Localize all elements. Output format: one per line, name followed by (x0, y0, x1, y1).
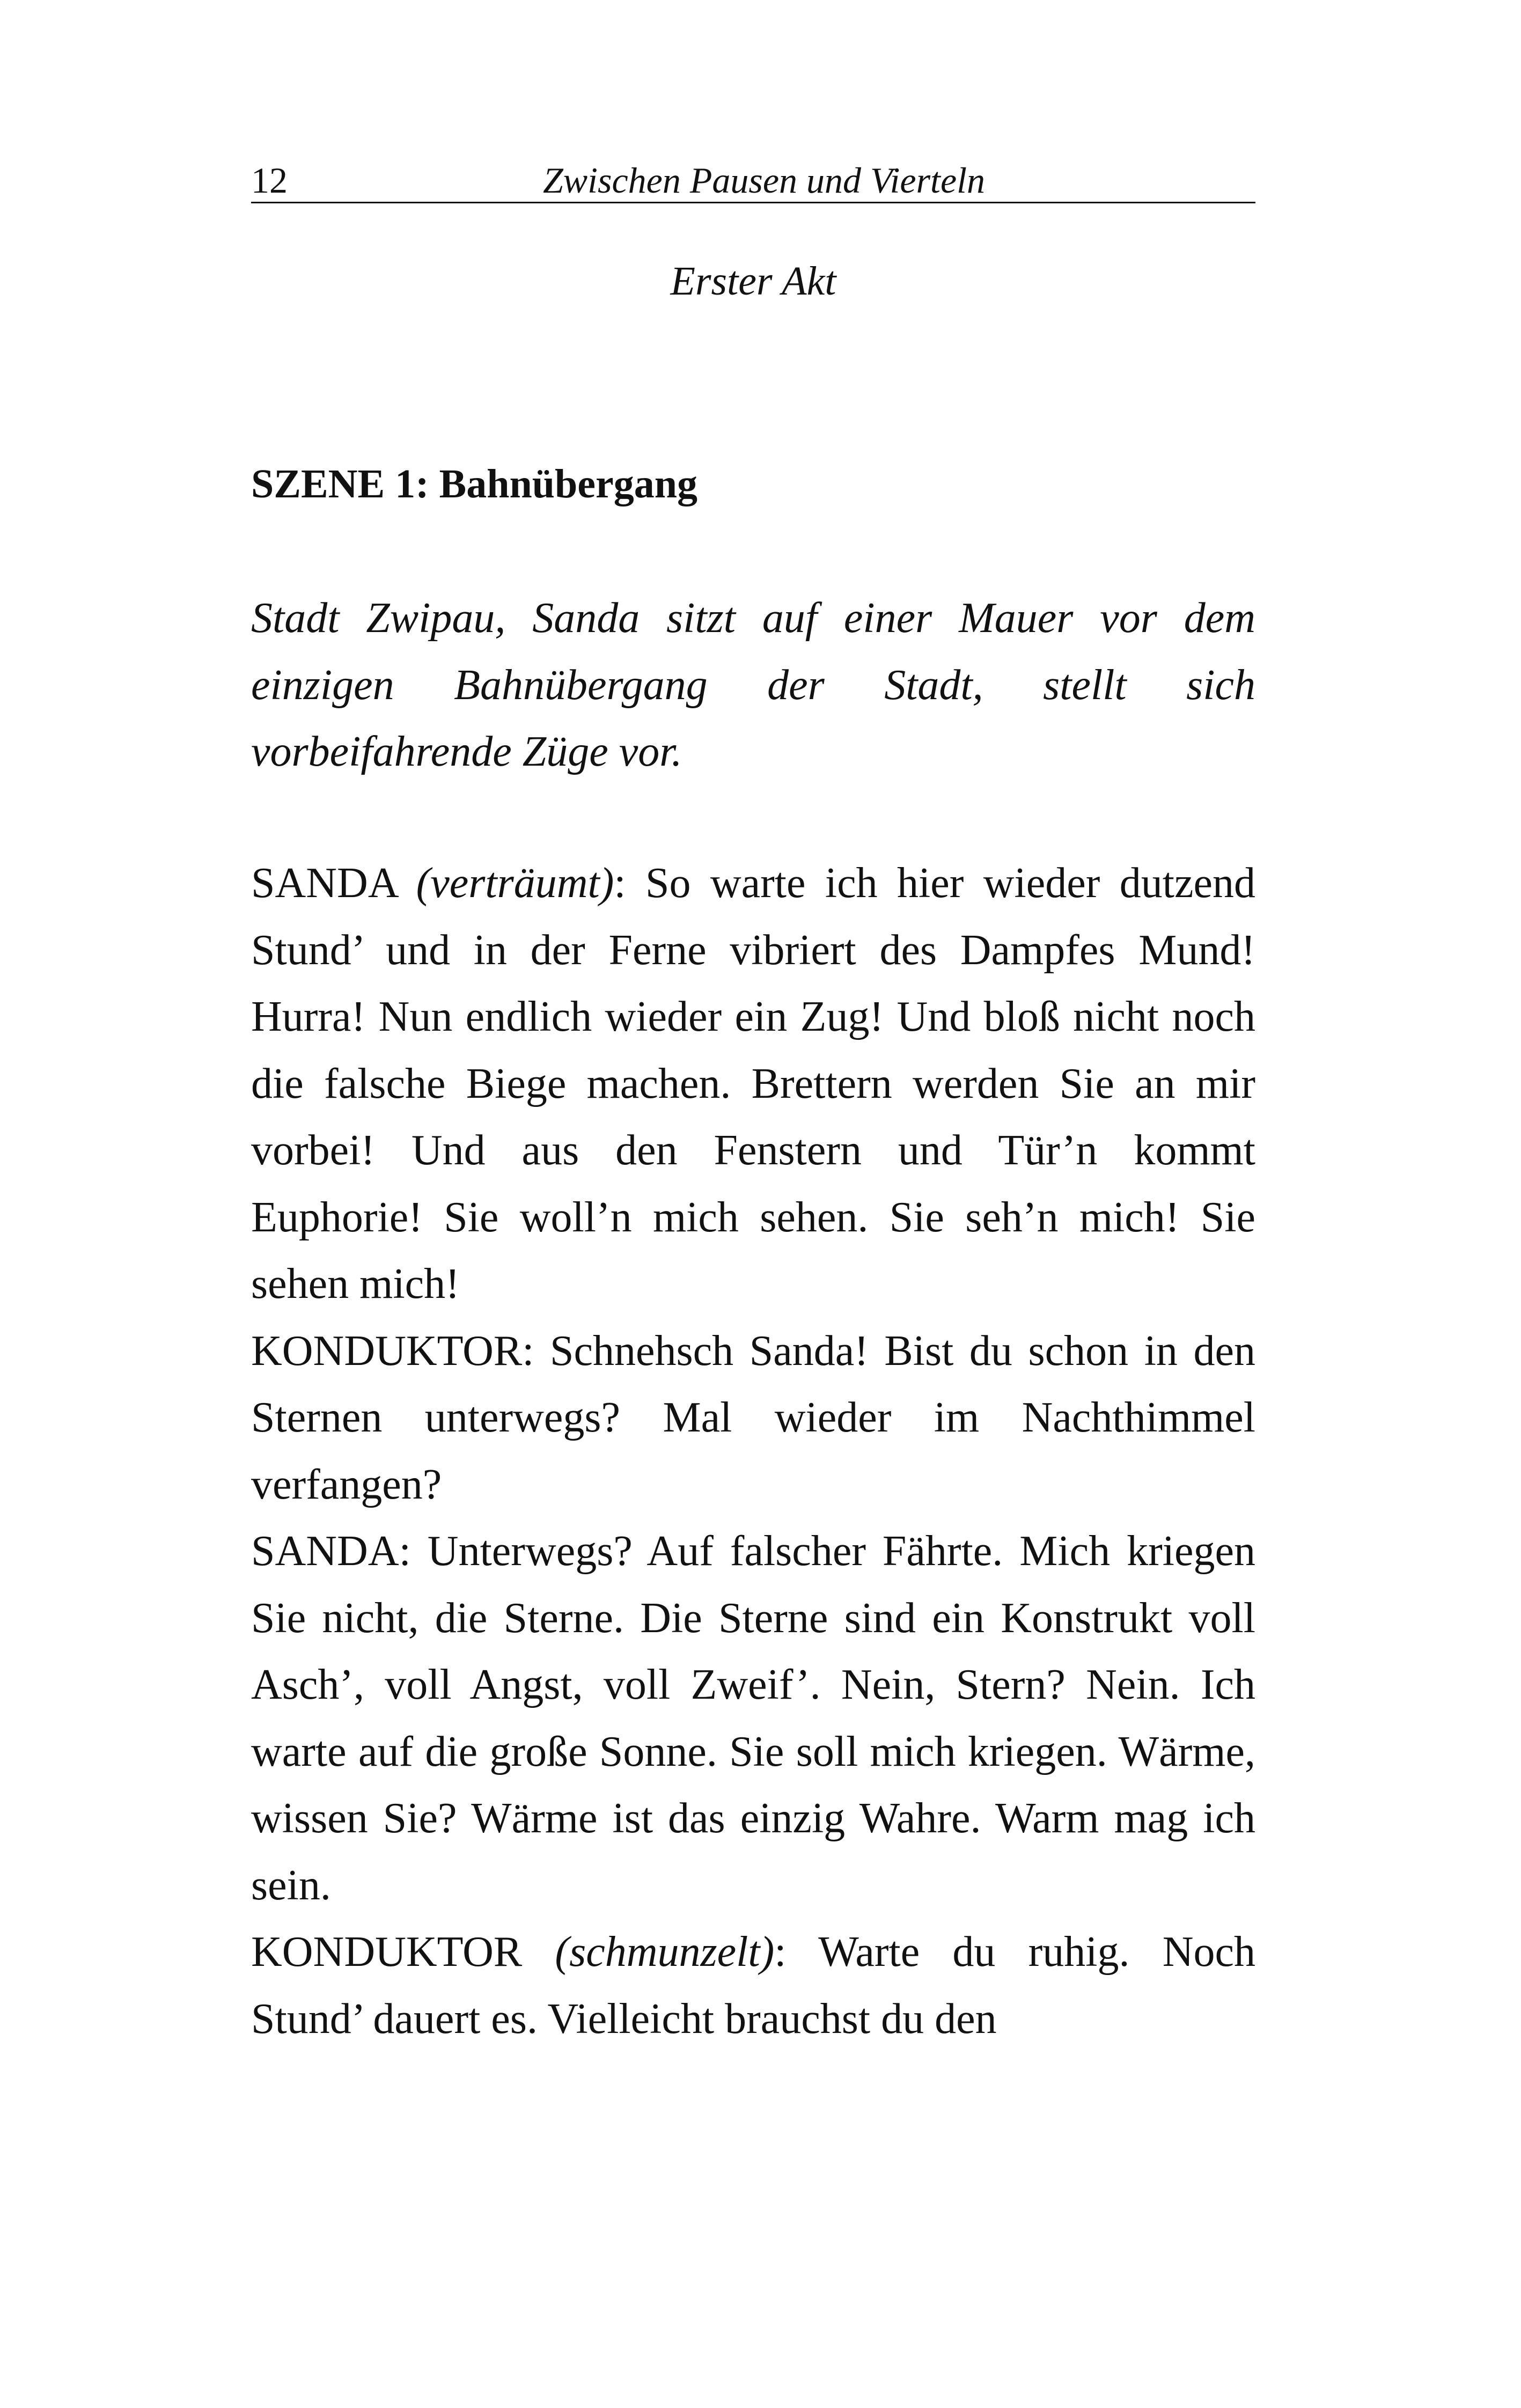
book-page (251, 0, 1255, 2408)
dialogue-text: : Unterwegs? Auf falscher Fährte. Mich kriegen Sie nicht, die Sterne. Die Sterne sind ein Konstrukt voll Asch’, voll Angst, voll Zweif’. Nein, Stern? Nein. Ich warte auf die große Sonne. Sie soll mich kriegen. Wärme, wissen Sie? Wärme ist das einzig Wahre. Warm mag ich sein. (251, 1528, 1255, 1909)
stage-direction: Stadt Zwipau, Sanda sitzt auf einer Mauer vor dem einzigen Bahnübergang der Stadt, stellt sich vorbeifahrende Züge vor. (251, 594, 1255, 775)
acting-direction: (verträumt) (416, 860, 614, 907)
page-number: 12 (251, 160, 288, 201)
dialogue-line (251, 1919, 1255, 2052)
speaker-name: KONDUKTOR (251, 1928, 523, 1976)
dialogue-text: : So warte ich hier wieder dutzend Stund’ und in der Ferne vibriert des Dampfes Mund! Hurra! Nun endlich wieder ein Zug! Und bloß nicht noch die falsche Biege machen. Brettern werden Sie an mir vorbei! Und aus den Fenstern und Tür’n kommt Euphorie! Sie woll’n mich sehen. Sie seh’n mich! Sie sehen mich! (251, 860, 1256, 1308)
speaker-name: KONDUKTOR (251, 1327, 523, 1375)
dialogue-text: : Warte du ruhig. Noch Stund’ dauert es. Vielleicht brauchst du den (251, 1928, 1255, 2043)
running-title: Zwischen Pausen und Vierteln (542, 160, 986, 201)
dialogue-text: : Schnehsch Sanda! Bist du schon in den Sternen unterwegs? Mal wieder im Nachthimmel verfangen? (251, 1327, 1255, 1508)
dialogue-line (251, 1518, 1255, 1919)
dialogue-line (251, 850, 1255, 1318)
dialogue-block (251, 850, 1255, 2052)
speaker-name: SANDA (251, 1528, 399, 1575)
running-header (251, 159, 1255, 203)
scene-heading: SZENE 1: Bahnübergang (251, 461, 698, 506)
acting-direction: (schmunzelt) (555, 1928, 775, 1976)
speaker-name: SANDA (251, 860, 397, 907)
act-title: Erster Akt (670, 259, 836, 304)
dialogue-line (251, 1318, 1255, 1518)
